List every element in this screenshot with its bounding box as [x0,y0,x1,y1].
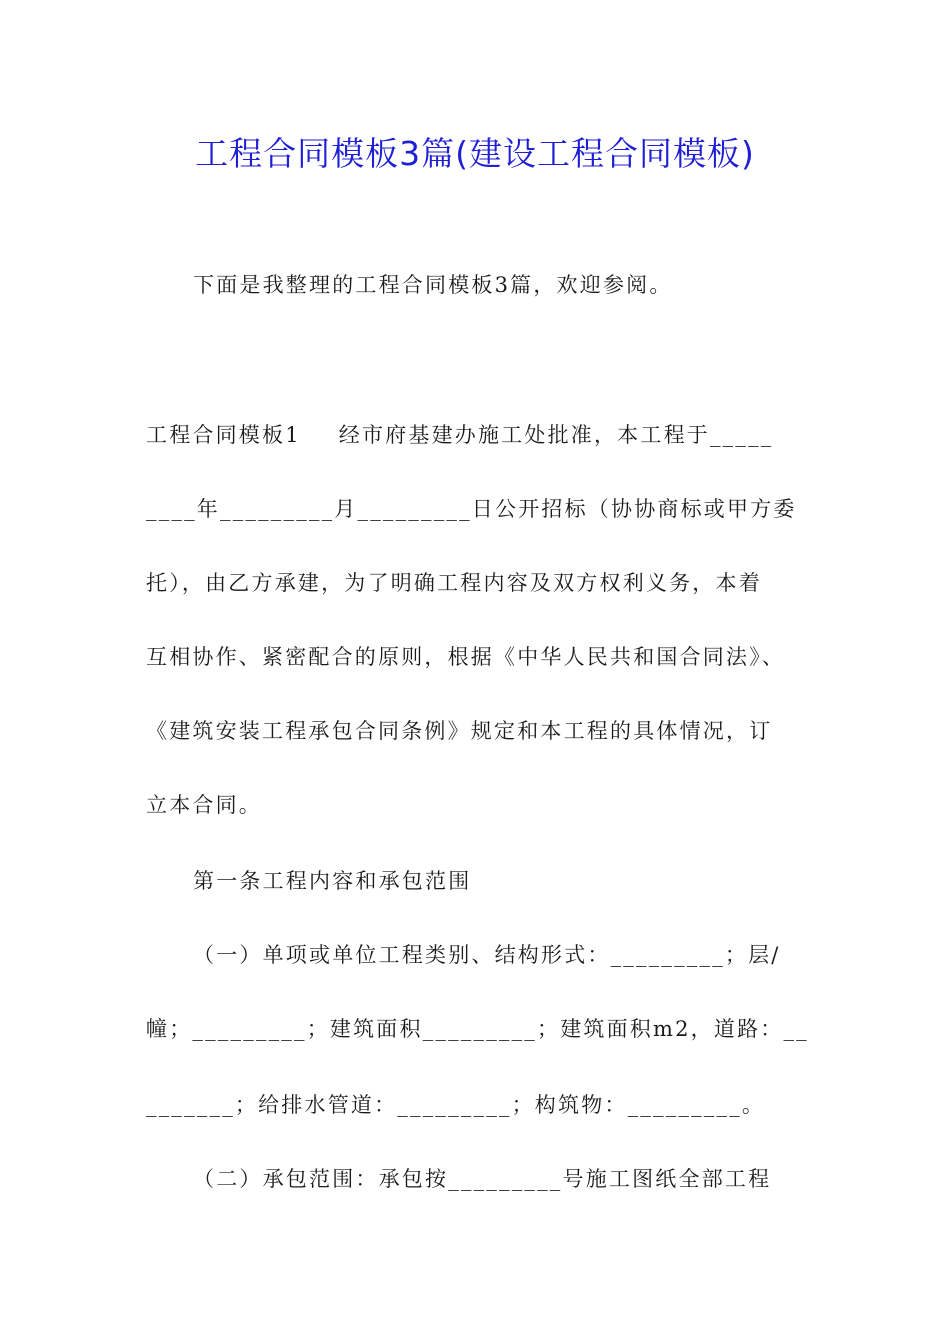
clause-1-line-2: 幢；_________；建筑面积_________；建筑面积m2，道路：__ [146,1017,809,1041]
clause-2-line-1: （二）承包范围：承包按_________号施工图纸全部工程 [193,1167,772,1191]
paragraph-line-4: 互相协作、紧密配合的原则，根据《中华人民共和国合同法》、 [146,645,786,669]
intro-paragraph: 下面是我整理的工程合同模板3篇，欢迎参阅。 [193,273,673,297]
paragraph-line-2: ____年_________月_________日公开招标（协协商标或甲方委 [146,497,797,521]
paragraph-line-1 [146,420,773,450]
document-title: 工程合同模板3篇(建设工程合同模板) [195,134,755,173]
paragraph-line-3: 托），由乙方承建，为了明确工程内容及双方权利义务，本着 [146,571,762,595]
paragraph-line-6: 立本合同。 [146,793,262,817]
clause-1-line-1: （一）单项或单位工程类别、结构形式：_________；层/ [193,943,781,967]
clause-1-line-3: _______；给排水管道：_________；构筑物：_________。 [146,1093,766,1117]
paragraph-line-1-text: 经市府基建办施工处批准，本工程于_____ [338,423,774,447]
paragraph-line-5: 《建筑安装工程承包合同条例》规定和本工程的具体情况，订 [146,719,773,743]
section-heading: 工程合同模板1 [146,423,301,447]
article-1-heading: 第一条工程内容和承包范围 [193,869,472,893]
